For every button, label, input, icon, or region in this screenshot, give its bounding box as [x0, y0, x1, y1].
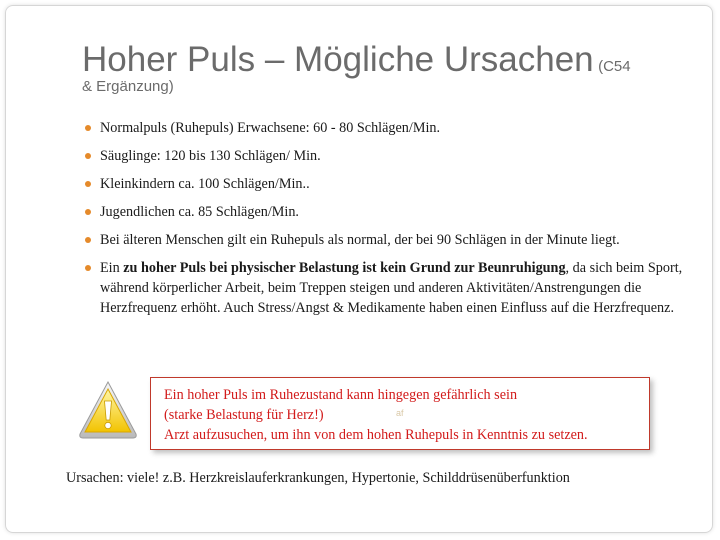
bullet-item: Normalpuls (Ruhepuls) Erwachsene: 60 - 80 Schlägen/Min. — [84, 118, 689, 138]
bullet-item: Kleinkindern ca. 100 Schlägen/Min.. — [84, 174, 689, 194]
bullet-rest-text: , da sich beim Sport, während körperlicher Arbeit, beim Treppen steigen und anderen Aktivitäten/Anstrengungen die Herzfrequenz erhöht. Auch Stress/Angst & Medikamente haben einen Einfluss auf die Herzfrequenz. — [100, 260, 683, 316]
title-main: Hoher Puls – Mögliche Ursachen — [82, 40, 594, 79]
warning-icon — [78, 380, 138, 440]
bullet-item-belastung — [84, 258, 689, 318]
bullet-item: Jugendlichen ca. 85 Schlägen/Min. — [84, 202, 689, 222]
causes-text: Ursachen: viele! z.B. Herzkreislauferkrankungen, Hypertonie, Schilddrüsenüberfunktion — [66, 470, 570, 486]
bullet-item: Säuglinge: 120 bis 130 Schlägen/ Min. — [84, 146, 689, 166]
bullet-prefix: Ein — [100, 260, 124, 276]
bullet-list — [84, 118, 689, 326]
slide-title — [82, 42, 692, 96]
faint-mark: af — [396, 408, 404, 418]
warning-line-2: (starke Belastung für Herz!) — [164, 407, 324, 423]
bullet-item: Bei älteren Menschen gilt ein Ruhepuls als normal, der bei 90 Schlägen in der Minute liegt. — [84, 230, 689, 250]
warning-line-3: Arzt aufzusuchen, um ihn von dem hohen Ruhepuls in Kenntnis zu setzen. — [164, 427, 588, 443]
title-sub-part1: (C54 — [598, 58, 631, 75]
title-sub-part2: & Ergänzung) — [82, 77, 174, 95]
warning-line-1: Ein hoher Puls im Ruhezustand kann hingegen gefährlich sein — [164, 387, 518, 403]
bullet-bold-text: zu hoher Puls bei physischer Belastung ist kein Grund zur Beunruhigung — [123, 260, 566, 276]
